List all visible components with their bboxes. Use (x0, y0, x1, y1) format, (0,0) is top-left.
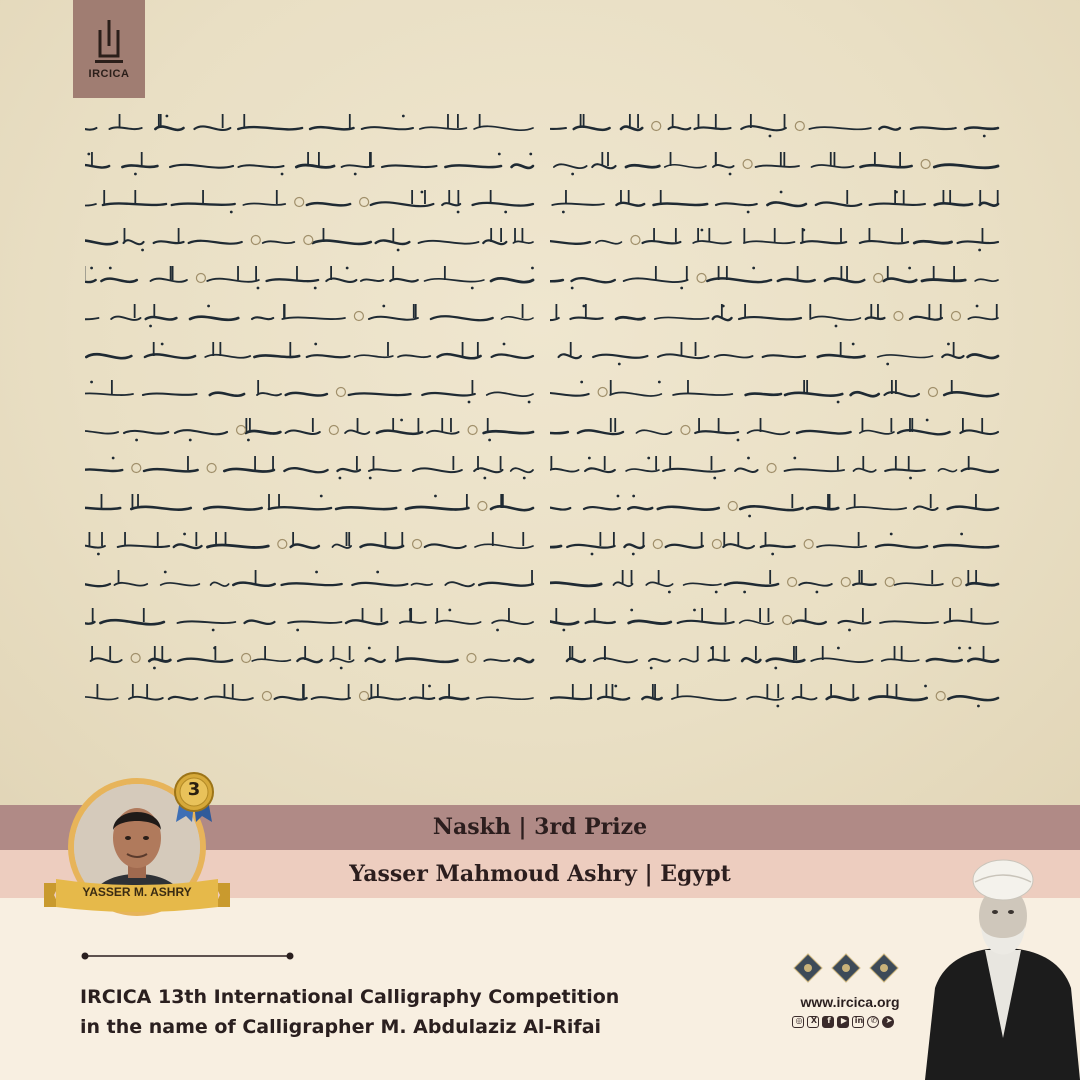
manuscript-right-column (550, 110, 1000, 710)
decorative-divider (80, 950, 295, 962)
calligraphy-line (550, 338, 1000, 360)
calligraphy-line (550, 642, 1000, 664)
calligraphy-line (550, 110, 1000, 132)
calligraphy-line (85, 414, 535, 436)
crescent-pen-icon (73, 0, 145, 98)
calligraphy-line (85, 148, 535, 170)
calligraphy-line (85, 376, 535, 398)
rank-number: 3 (187, 779, 201, 800)
competition-line-2: in the name of Calligrapher M. Abdulaziz Al-Rifai (80, 1016, 602, 1038)
calligraphy-line (85, 680, 535, 702)
calligraphy-line (550, 604, 1000, 626)
calligraphy-line (85, 604, 535, 626)
calligraphy-line (85, 566, 535, 588)
calligraphy-line (550, 186, 1000, 208)
facebook-icon[interactable]: f (822, 1016, 834, 1028)
calligraphy-line (85, 338, 535, 360)
winner-name: Yasser Mahmoud Ashry | Egypt (349, 861, 731, 887)
manuscript-left-column (85, 110, 535, 710)
calligraphy-line (85, 186, 535, 208)
calligraphy-line (85, 452, 535, 474)
logo-text: IRCICA (88, 68, 130, 80)
calligrapher-portrait (925, 838, 1080, 1080)
calligraphy-line (550, 452, 1000, 474)
calligraphy-line (85, 490, 535, 512)
youtube-icon[interactable]: ▶ (837, 1016, 849, 1028)
ribbon-label: YASSER M. ASHRY (82, 885, 192, 899)
linkedin-icon[interactable]: in (852, 1016, 864, 1028)
calligraphy-line (85, 110, 535, 132)
whatsapp-icon[interactable]: ✆ (867, 1016, 879, 1028)
calligraphy-line (85, 300, 535, 322)
category-title: Naskh | 3rd Prize (432, 814, 648, 840)
calligraphy-line (550, 300, 1000, 322)
calligraphy-line (550, 490, 1000, 512)
calligraphy-line (550, 680, 1000, 702)
social-icons (792, 1016, 894, 1030)
calligraphy-line (85, 262, 535, 284)
calligraphy-line (85, 642, 535, 664)
instagram-icon[interactable]: ◎ (792, 1016, 804, 1028)
ircica-logo (73, 0, 145, 98)
calligraphy-line (550, 566, 1000, 588)
x-icon[interactable]: X (807, 1016, 819, 1028)
competition-line-1: IRCICA 13th International Calligraphy Competition (80, 986, 620, 1008)
calligraphy-line (550, 414, 1000, 436)
calligraphy-line (550, 262, 1000, 284)
calligraphy-line (550, 528, 1000, 550)
calligraphy-line (85, 224, 535, 246)
calligraphy-line (85, 528, 535, 550)
telegram-icon[interactable]: ➤ (882, 1016, 894, 1028)
ornament-tiles-icon (792, 952, 900, 984)
calligraphy-line (550, 224, 1000, 246)
website-link[interactable]: www.ircica.org (800, 994, 900, 1010)
calligraphy-line (550, 148, 1000, 170)
calligraphy-line (550, 376, 1000, 398)
competition-title (80, 982, 680, 1042)
